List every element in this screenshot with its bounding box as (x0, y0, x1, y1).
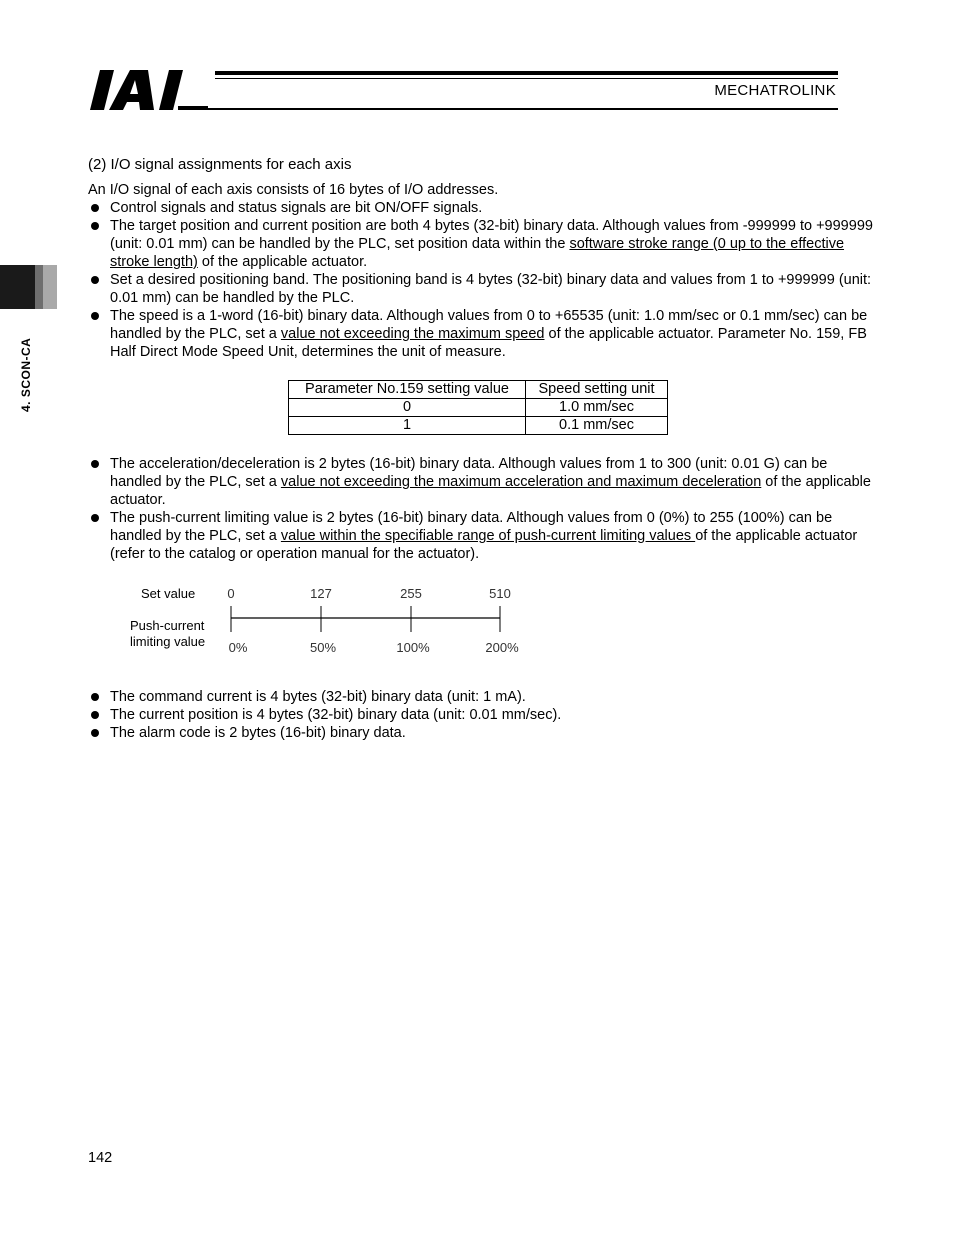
iai-logo (90, 70, 210, 112)
header-rule-bottom (205, 108, 838, 110)
push-current-scale-diagram (110, 580, 550, 660)
underlined-text: value within the specifiable range of push-current limiting values (280, 528, 696, 544)
table-cell: 0 (289, 399, 526, 417)
table-header-row (289, 381, 668, 399)
push-current-label-line1: Push-current (130, 618, 205, 633)
list-item: The current position is 4 bytes (32-bit) binary data (unit: 0.01 mm/sec). (88, 706, 873, 724)
table-cell: 1 (289, 417, 526, 435)
scale-pct-tick-label: 50% (309, 640, 337, 655)
table-cell: 0.1 mm/sec (526, 417, 668, 435)
set-value-label: Set value (141, 586, 196, 601)
header-rule-thick (215, 71, 838, 75)
bullet-icon (91, 204, 99, 212)
page-number: 142 (88, 1150, 113, 1166)
table-header-cell: Parameter No.159 setting value (289, 381, 526, 399)
scale-set-tick-label: 127 (310, 586, 332, 601)
table-row (289, 399, 668, 417)
list-item: The target position and current position are both 4 bytes (32-bit) binary data. Although values from -999999 to +999999 (unit: 0.01 mm) can be handled by the PLC, set position data within the software stroke range (0 up to the effective stroke length) of the applicable actuator. (88, 217, 873, 271)
bullet-icon (91, 729, 99, 737)
scale-pct-tick-label: 200% (485, 640, 519, 655)
bullet-icon (91, 222, 99, 230)
list-item: Control signals and status signals are bit ON/OFF signals. (88, 199, 873, 217)
bullet-list-1 (88, 199, 873, 361)
main-content (88, 181, 873, 361)
list-item: The acceleration/deceleration is 2 bytes (16-bit) binary data. Although values from 1 to 300 (unit: 0.01 G) can be handled by the PLC, set a value not exceeding the maximum acceleration and maximum deceleration of the applicable actuator. (88, 455, 873, 509)
list-item: The command current is 4 bytes (32-bit) binary data (unit: 1 mA). (88, 688, 873, 706)
underlined-text: software stroke range (0 up to the effective stroke length) (110, 236, 845, 270)
scale-set-tick-label: 255 (400, 586, 422, 601)
scale-pct-tick-label: 100% (396, 640, 430, 655)
bullet-icon (91, 460, 99, 468)
speed-unit-table (288, 380, 668, 435)
bullet-icon (91, 514, 99, 522)
table-row (289, 417, 668, 435)
push-current-label-line2: limiting value (130, 634, 206, 649)
section-title: (2) I/O signal assignments for each axis (88, 156, 352, 173)
bullet-icon (91, 693, 99, 701)
chapter-tab-label: 4. SCON-CA (19, 337, 33, 412)
bullet-list-2 (88, 455, 873, 563)
list-item: The push-current limiting value is 2 bytes (16-bit) binary data. Although values from 0 (0%) to 255 (100%) can be handled by the PLC, set a value within the specifiable range of push-current limiting values of the applicable actuator (refer to the catalog or operation manual for the actuator). (88, 509, 873, 563)
header-rule-thin (215, 78, 838, 79)
scale-pct-tick-label: 0% (228, 640, 248, 655)
header-brand: MECHATROLINK (714, 82, 836, 99)
table-cell: 1.0 mm/sec (526, 399, 668, 417)
list-item: Set a desired positioning band. The positioning band is 4 bytes (32-bit) binary data and values from 1 to +999999 (unit: 0.01 mm) can be handled by the PLC. (88, 271, 873, 307)
chapter-tab-marker (0, 265, 57, 309)
underlined-text: value not exceeding the maximum acceleration and maximum deceleration (280, 474, 762, 490)
bullet-list-3 (88, 688, 873, 742)
intro-paragraph: An I/O signal of each axis consists of 16 bytes of I/O addresses. (88, 182, 499, 198)
list-item: The speed is a 1-word (16-bit) binary data. Although values from 0 to +65535 (unit: 1.0 mm/sec or 0.1 mm/sec) can be handled by the PLC, set a value not exceeding the maximum speed of the applicable actuator. Parameter No. 159, FB Half Direct Mode Speed Unit, determines the unit of measure. (88, 307, 873, 361)
bullet-icon (91, 312, 99, 320)
list-item: The alarm code is 2 bytes (16-bit) binary data. (88, 724, 873, 742)
table-header-cell: Speed setting unit (526, 381, 668, 399)
scale-set-tick-label: 0 (227, 586, 235, 601)
bullet-icon (91, 711, 99, 719)
underlined-text: value not exceeding the maximum speed (280, 326, 545, 342)
bullet-icon (91, 276, 99, 284)
scale-set-tick-label: 510 (489, 586, 511, 601)
